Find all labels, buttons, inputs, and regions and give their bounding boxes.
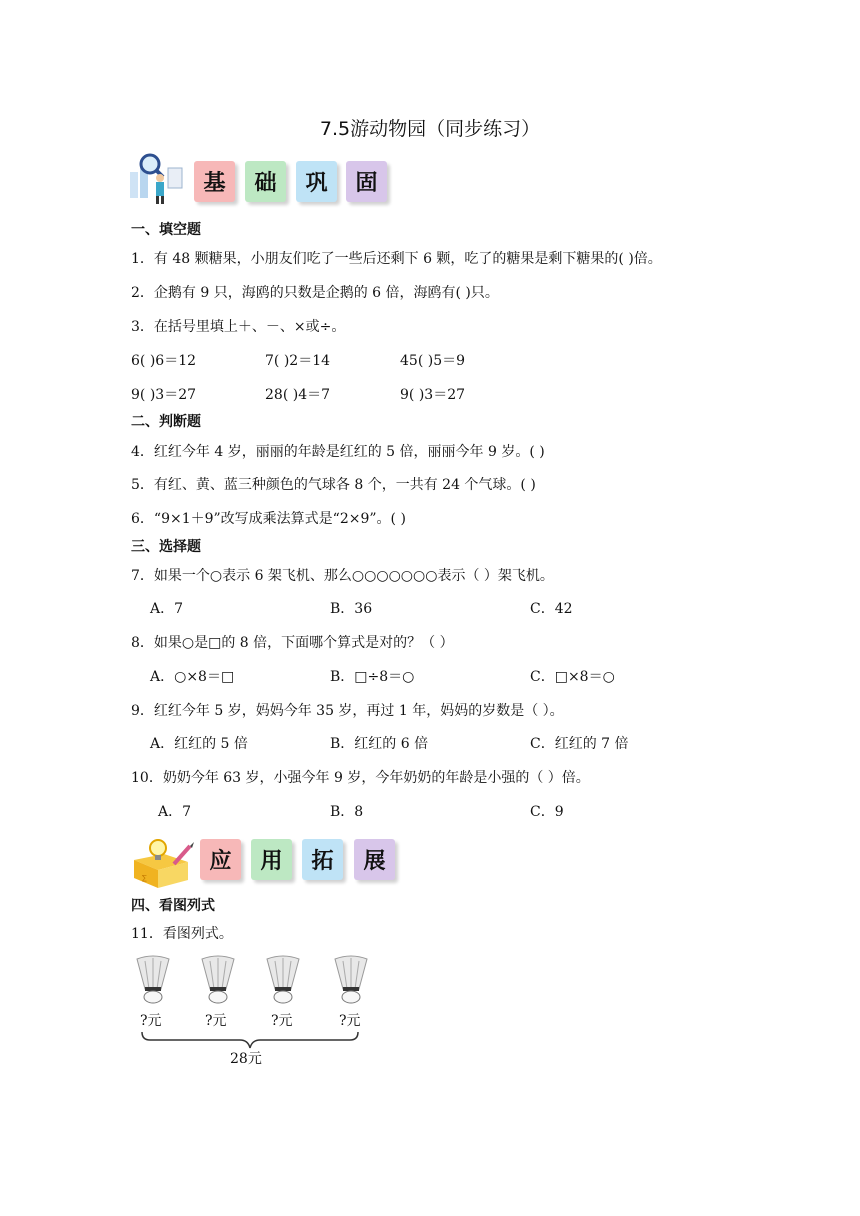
question-8: 8．如果○是□的 8 倍，下面哪个算式是对的？（ ） (131, 635, 454, 651)
banner-tile-3: 巩 (296, 161, 337, 202)
q3-row1-item-1: 6( )6＝12 (131, 353, 197, 369)
item-price-label: ?元 (271, 1013, 293, 1029)
lightbulb-box-icon (128, 834, 196, 890)
section-judge-heading: 二、判断题 (131, 414, 201, 430)
banner-application (128, 834, 408, 890)
question-11: 11．看图列式。 (131, 926, 233, 942)
q8-option-b: B．□÷8＝○ (330, 669, 415, 685)
shuttlecock-icon (263, 955, 303, 1005)
section-picture-heading: 四、看图列式 (131, 898, 215, 914)
question-7: 7．如果一个○表示 6 架飞机、那么○○○○○○○表示（ ）架飞机。 (131, 568, 554, 584)
q3-row1-item-2: 7( )2＝14 (265, 353, 331, 369)
question-5: 5．有红、黄、蓝三种颜色的气球各 8 个，一共有 24 个气球。( ) (131, 477, 536, 493)
banner2-tile-3: 拓 (302, 839, 343, 880)
svg-text:∑: ∑ (142, 874, 147, 882)
page-title: 7.5游动物园（同步练习） (319, 118, 541, 140)
shuttlecock-figure (128, 950, 378, 1075)
banner-basic (128, 152, 388, 208)
section-choice-heading: 三、选择题 (131, 539, 201, 555)
q9-option-a: A．红红的 5 倍 (150, 736, 248, 752)
banner2-tile-4: 展 (354, 839, 395, 880)
item-price-label: ?元 (140, 1013, 162, 1029)
question-9: 9．红红今年 5 岁，妈妈今年 35 岁，再过 1 年，妈妈的岁数是（ ）。 (131, 703, 564, 719)
q8-option-c: C．□×8＝○ (530, 669, 615, 685)
q3-row2-item-2: 28( )4＝7 (265, 387, 331, 403)
q10-option-a: A．7 (158, 804, 192, 820)
q3-row1-item-3: 45( )5＝9 (400, 353, 466, 369)
q10-option-b: B．8 (330, 804, 364, 820)
q9-option-b: B．红红的 6 倍 (330, 736, 429, 752)
q7-option-c: C．42 (530, 601, 573, 617)
question-1: 1．有 48 颗糖果，小朋友们吃了一些后还剩下 6 颗，吃了的糖果是剩下糖果的( )倍。 (131, 251, 662, 267)
magnifier-person-icon (128, 152, 188, 208)
section-fill-heading: 一、填空题 (131, 222, 201, 238)
banner-tile-1: 基 (194, 161, 235, 202)
question-2: 2．企鹅有 9 只，海鸥的只数是企鹅的 6 倍，海鸥有( )只。 (131, 285, 499, 301)
q8-option-a: A．○×8＝□ (150, 669, 235, 685)
q7-option-b: B．36 (330, 601, 373, 617)
item-price-label: ?元 (339, 1013, 361, 1029)
question-10: 10．奶奶今年 63 岁，小强今年 9 岁，今年奶奶的年龄是小强的（ ）倍。 (131, 770, 590, 786)
q10-option-c: C．9 (530, 804, 564, 820)
q3-row2-item-1: 9( )3＝27 (131, 387, 197, 403)
shuttlecock-icon (331, 955, 371, 1005)
q9-option-c: C．红红的 7 倍 (530, 736, 629, 752)
item-price-label: ?元 (205, 1013, 227, 1029)
shuttlecock-icon (198, 955, 238, 1005)
shuttlecock-icon (133, 955, 173, 1005)
total-price-label: 28元 (230, 1051, 262, 1067)
banner-tile-2: 础 (245, 161, 286, 202)
banner2-tile-2: 用 (251, 839, 292, 880)
q7-option-a: A．7 (150, 601, 184, 617)
question-3: 3．在括号里填上＋、－、×或÷。 (131, 319, 346, 335)
q3-row2-item-3: 9( )3＝27 (400, 387, 466, 403)
banner2-tile-1: 应 (200, 839, 241, 880)
banner-tile-4: 固 (346, 161, 387, 202)
question-4: 4．红红今年 4 岁，丽丽的年龄是红红的 5 倍，丽丽今年 9 岁。( ) (131, 444, 545, 460)
question-6: 6．“9×1＋9”改写成乘法算式是“2×9”。( ) (131, 511, 406, 527)
